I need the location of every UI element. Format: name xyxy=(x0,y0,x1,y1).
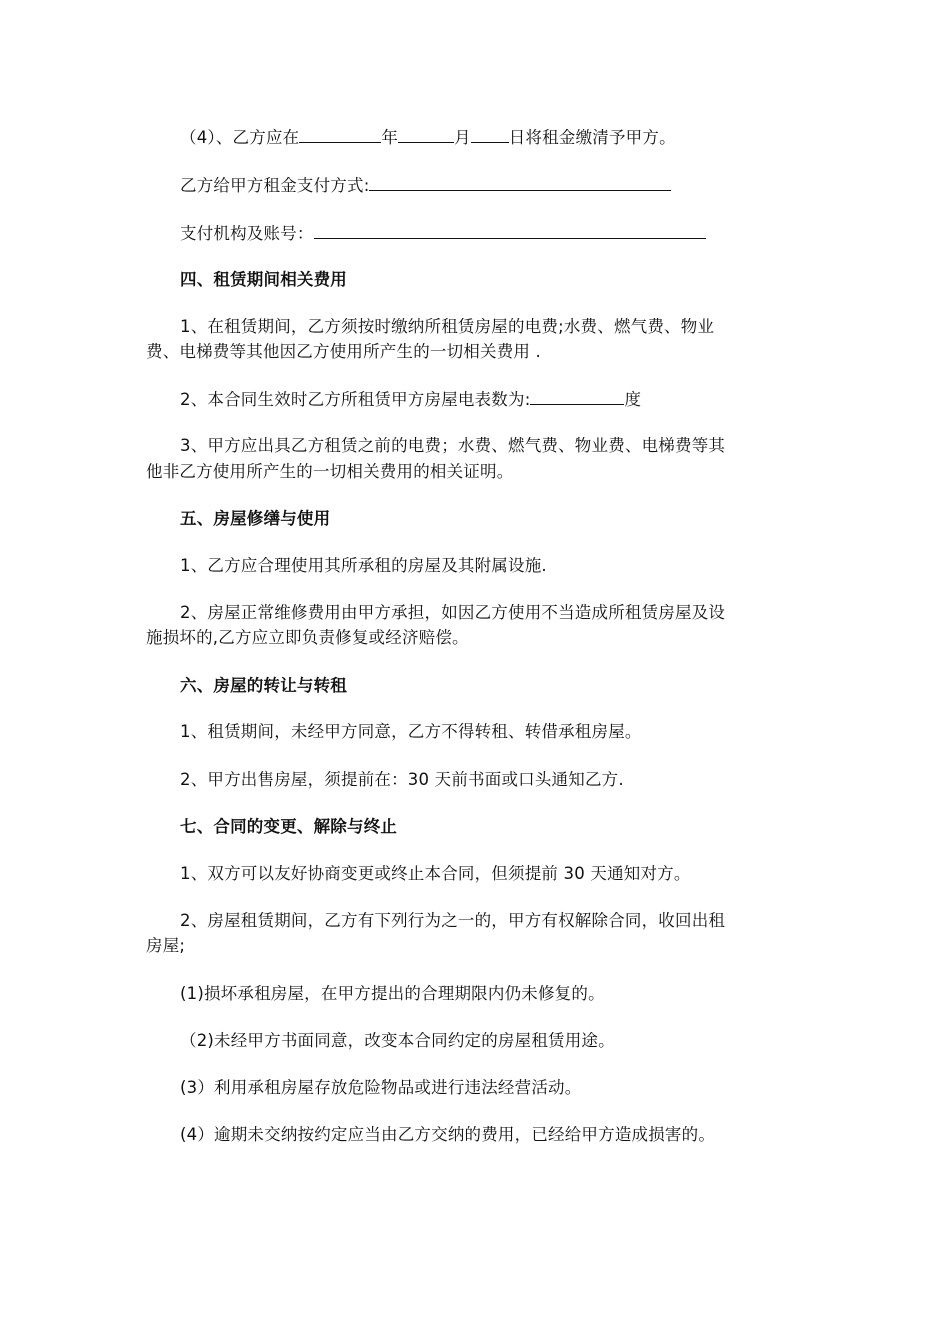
section-6-item-1: 1、租赁期间，未经甲方同意，乙方不得转租、转借承租房屋。 xyxy=(180,722,642,741)
account-label: 支付机构及账号： xyxy=(180,224,314,243)
section-5-item-2-line-2: 施损坏的,乙方应立即负责修复或经济赔偿。 xyxy=(146,628,469,647)
payment-deadline-suffix: 日将租金缴清予甲方。 xyxy=(508,128,676,147)
account-blank xyxy=(314,223,706,239)
meter-reading-label: 2、本合同生效时乙方所租赁甲方房屋电表数为: xyxy=(180,390,531,409)
payment-deadline-line xyxy=(180,127,676,148)
section-7-item-2-line-1: 2、房屋租赁期间，乙方有下列行为之一的，甲方有权解除合同，收回出租 xyxy=(180,911,726,930)
month-label: 月 xyxy=(454,128,471,147)
section-7-sub-3: (3）利用承租房屋存放危险物品或进行违法经营活动。 xyxy=(180,1078,582,1097)
payment-method-blank xyxy=(369,175,671,191)
section-7-sub-2: （2)未经甲方书面同意，改变本合同约定的房屋租赁用途。 xyxy=(180,1031,615,1050)
payment-method-line xyxy=(180,175,671,196)
account-line xyxy=(180,223,706,244)
section-4-item-3-line-1: 3、甲方应出具乙方租赁之前的电费；水费、燃气费、物业费、电梯费等其 xyxy=(180,436,726,455)
section-4-item-2 xyxy=(180,389,641,410)
payment-deadline-prefix: （4）、乙方应在 xyxy=(180,128,300,147)
section-6-item-2: 2、甲方出售房屋，须提前在：30 天前书面或口头通知乙方. xyxy=(180,770,624,789)
section-7-title: 七、合同的变更、解除与终止 xyxy=(180,817,398,836)
section-4-item-1-line-2: 费、电梯费等其他因乙方使用所产生的一切相关费用 . xyxy=(146,342,541,361)
section-7-item-2-line-2: 房屋; xyxy=(146,936,186,955)
meter-reading-blank xyxy=(530,389,624,405)
section-4-title: 四、租赁期间相关费用 xyxy=(180,270,347,289)
section-5-title: 五、房屋修缮与使用 xyxy=(180,509,331,528)
section-5-item-2-line-1: 2、房屋正常维修费用由甲方承担，如因乙方使用不当造成所租赁房屋及设 xyxy=(180,603,726,622)
day-blank xyxy=(471,127,509,143)
payment-method-label: 乙方给甲方租金支付方式: xyxy=(180,176,370,195)
section-7-item-1: 1、双方可以友好协商变更或终止本合同，但须提前 30 天通知对方。 xyxy=(180,864,691,883)
section-4-item-1-line-1: 1、在租赁期间，乙方须按时缴纳所租赁房屋的电费;水费、燃气费、物业 xyxy=(180,317,715,336)
meter-reading-unit: 度 xyxy=(624,390,642,409)
year-label: 年 xyxy=(381,128,399,147)
section-7-sub-1: (1)损坏承租房屋，在甲方提出的合理期限内仍未修复的。 xyxy=(180,984,605,1003)
section-7-sub-4: (4）逾期未交纳按约定应当由乙方交纳的费用，已经给甲方造成损害的。 xyxy=(180,1125,716,1144)
month-blank xyxy=(398,127,454,143)
section-4-item-3-line-2: 他非乙方使用所产生的一切相关费用的相关证明。 xyxy=(146,462,514,481)
year-blank xyxy=(299,127,381,143)
section-6-title: 六、房屋的转让与转租 xyxy=(180,676,347,695)
section-5-item-1: 1、乙方应合理使用其所承租的房屋及其附属设施. xyxy=(180,556,547,575)
